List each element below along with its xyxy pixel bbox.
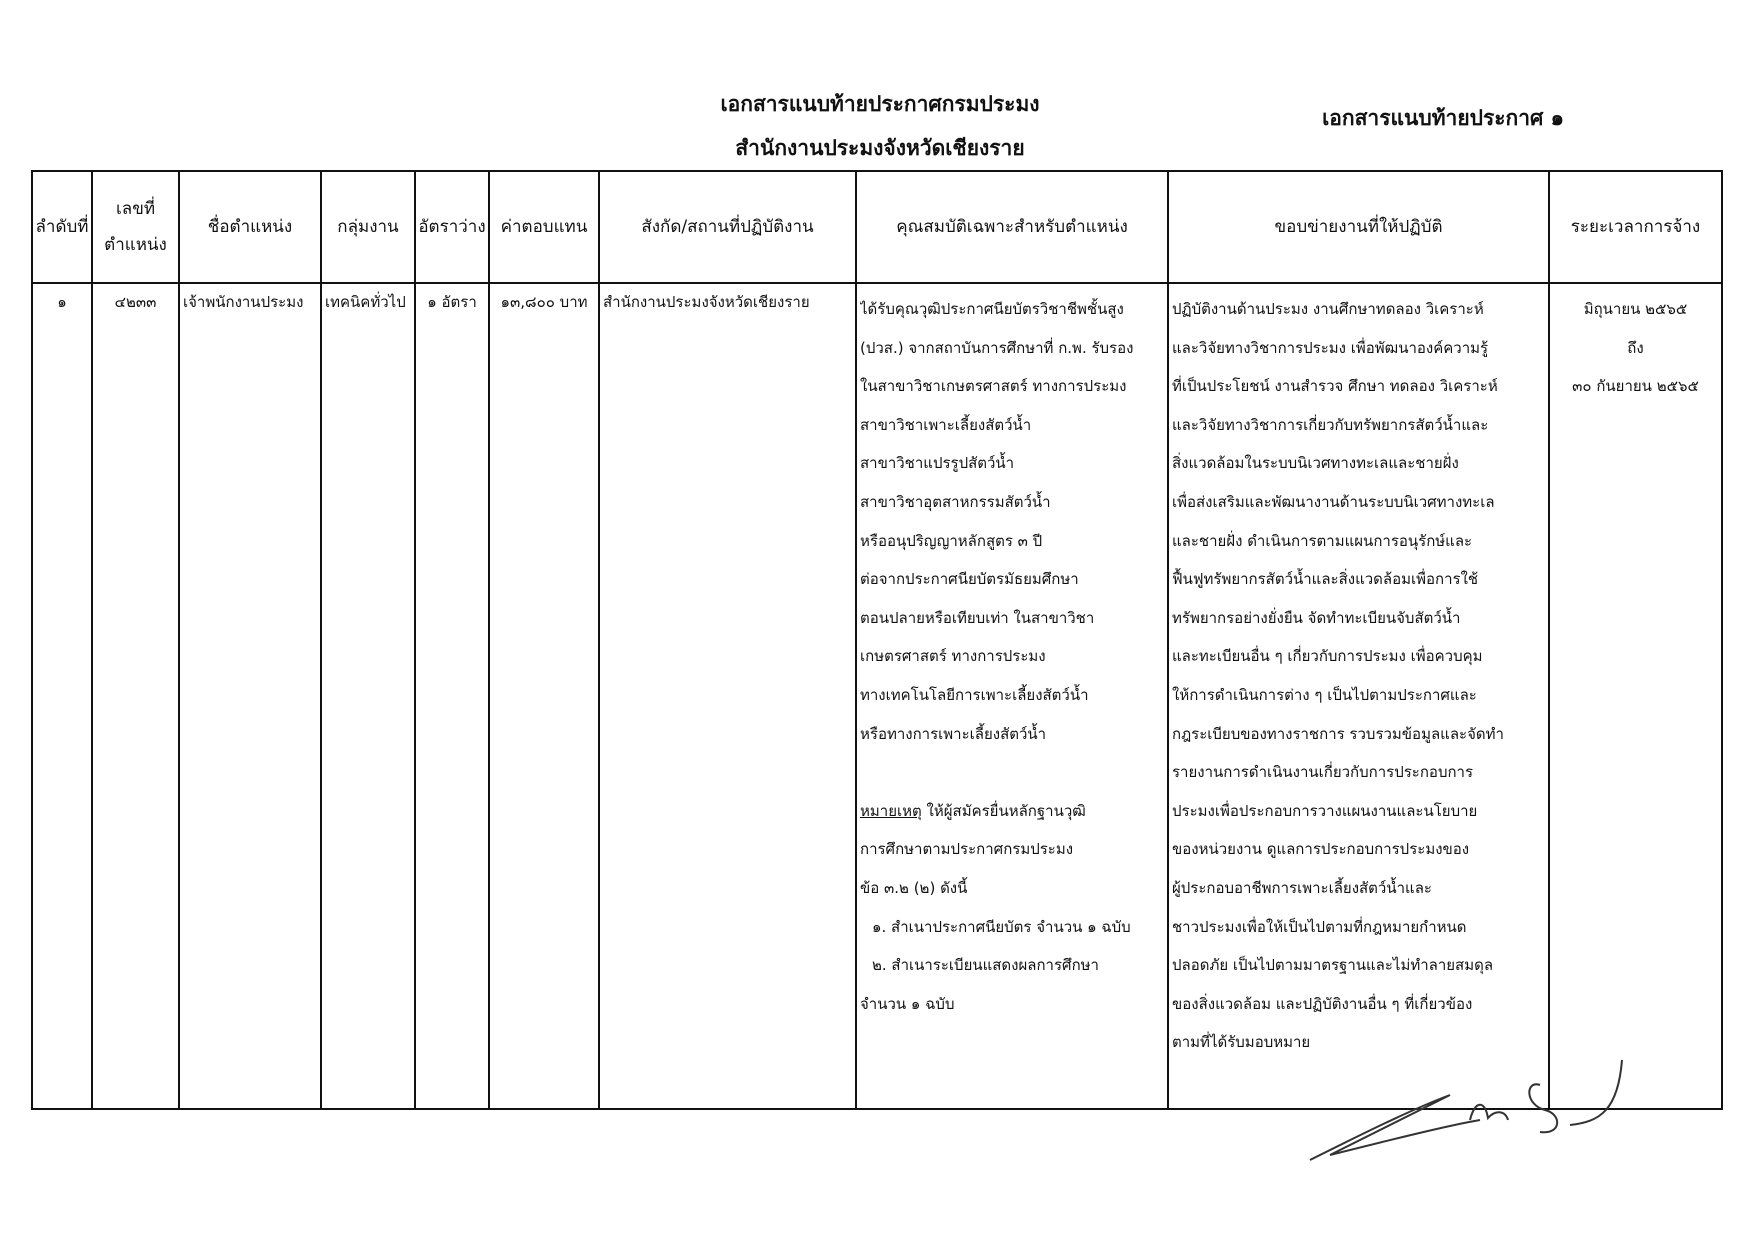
note-line: ข้อ ๓.๒ (๒) ดังนี้ — [860, 878, 968, 897]
signature-image — [1300, 1040, 1630, 1170]
scope-line: เพื่อส่งเสริมและพัฒนางานด้านระบบนิเวศทางทะเล — [1172, 492, 1495, 511]
qualification-line: หรือทางการเพาะเลี้ยงสัตว์น้ำ — [860, 724, 1047, 743]
employment-period-text — [1553, 290, 1718, 406]
col-header-position-number-line1: เลขที่ — [115, 199, 156, 219]
note-line: การศึกษาตามประกาศกรมประมง — [860, 840, 1074, 859]
document-subtitle: สำนักงานประมงจังหวัดเชียงราย — [735, 136, 1025, 160]
cell-workplace — [599, 283, 856, 1109]
workplace-value: สำนักงานประมงจังหวัดเชียงราย — [603, 293, 810, 311]
note-item: ๒. สำเนาระเบียนแสดงผลการศึกษา — [872, 956, 1099, 975]
scope-line: ประมงเพื่อประกอบการวางแผนงานและนโยบาย — [1172, 801, 1478, 820]
period-to: ถึง — [1627, 338, 1644, 357]
cell-order — [32, 283, 92, 1109]
scope-line: ของหน่วยงาน ดูแลการประกอบการประมงของ — [1172, 840, 1470, 859]
qualification-line: ต่อจากประกาศนียบัตรมัธยมศึกษา — [860, 570, 1079, 589]
qualifications-text — [860, 290, 1164, 1023]
order-value: ๑ — [57, 293, 67, 311]
scope-line: กฎระเบียบของทางราชการ รวบรวมข้อมูลและจัดทำ — [1172, 724, 1504, 743]
col-header-workplace: สังกัด/สถานที่ปฏิบัติงาน — [599, 171, 856, 283]
vacancy-value: ๑ อัตรา — [427, 293, 477, 311]
cell-position-name — [179, 283, 321, 1109]
position-name-value: เจ้าพนักงานประมง — [183, 293, 304, 311]
table-row — [32, 283, 1722, 1109]
col-header-vacancy: อัตราว่าง — [415, 171, 489, 283]
col-header-employment-period: ระยะเวลาการจ้าง — [1549, 171, 1722, 283]
col-header-order: ลำดับที่ — [32, 171, 92, 283]
work-group-value: เทคนิคทั่วไป — [325, 293, 406, 311]
note-line — [860, 792, 1164, 831]
qualification-line: (ปวส.) จากสถาบันการศึกษาที่ ก.พ. รับรอง — [860, 338, 1134, 357]
scope-line: และชายฝั่ง ดำเนินการตามแผนการอนุรักษ์และ — [1172, 531, 1473, 550]
scope-line: ของสิ่งแวดล้อม และปฏิบัติงานอื่น ๆ ที่เกี่ยวข้อง — [1172, 994, 1473, 1013]
position-number-value: ๔๒๓๓ — [114, 293, 157, 311]
qualification-line: สาขาวิชาแปรรูปสัตว์น้ำ — [860, 454, 1015, 473]
cell-qualifications — [856, 283, 1168, 1109]
scope-line: ผู้ประกอบอาชีพการเพาะเลี้ยงสัตว์น้ำและ — [1172, 878, 1432, 897]
scope-line: ทรัพยากรอย่างยั่งยืน จัดทำทะเบียนจับสัตว์น้ำ — [1172, 608, 1461, 627]
document-title: เอกสารแนบท้ายประกาศกรมประมง — [720, 92, 1040, 116]
compensation-value: ๑๓,๘๐๐ บาท — [500, 293, 588, 311]
col-header-compensation: ค่าตอบแทน — [489, 171, 599, 283]
annex-label: เอกสารแนบท้ายประกาศ ๑ — [1322, 106, 1564, 130]
qualification-line: สาขาวิชาอุตสาหกรรมสัตว์น้ำ — [860, 492, 1051, 511]
qualification-line: หรืออนุปริญญาหลักสูตร ๓ ปี — [860, 531, 1043, 550]
note-item: ๑. สำเนาประกาศนียบัตร จำนวน ๑ ฉบับ — [872, 917, 1131, 936]
cell-scope-of-work — [1168, 283, 1549, 1109]
qualification-line: สาขาวิชาเพาะเลี้ยงสัตว์น้ำ — [860, 415, 1032, 434]
cell-compensation — [489, 283, 599, 1109]
col-header-position-name: ชื่อตำแหน่ง — [179, 171, 321, 283]
scope-line: และวิจัยทางวิชาการเกี่ยวกับทรัพยากรสัตว์น้ำและ — [1172, 415, 1489, 434]
period-end: ๓๐ กันยายน ๒๕๖๕ — [1572, 377, 1699, 396]
table-header-row — [32, 171, 1722, 283]
col-header-position-number — [92, 171, 179, 283]
scope-line: ที่เป็นประโยชน์ งานสำรวจ ศึกษา ทดลอง วิเคราะห์ — [1172, 377, 1498, 396]
scope-line: ตามที่ได้รับมอบหมาย — [1172, 1033, 1311, 1052]
scope-line: และทะเบียนอื่น ๆ เกี่ยวกับการประมง เพื่อควบคุม — [1172, 647, 1483, 666]
scope-line: ปลอดภัย เป็นไปตามมาตรฐานและไม่ทำลายสมดุล — [1172, 956, 1494, 975]
period-start: มิถุนายน ๒๕๖๕ — [1583, 300, 1688, 318]
cell-work-group — [321, 283, 415, 1109]
scope-line: ให้การดำเนินการต่าง ๆ เป็นไปตามประกาศและ — [1172, 685, 1477, 704]
qualification-line: ได้รับคุณวุฒิประกาศนียบัตรวิชาชีพชั้นสูง — [860, 300, 1124, 318]
qualification-line: ทางเทคโนโลยีการเพาะเลี้ยงสัตว์น้ำ — [860, 685, 1089, 704]
cell-employment-period — [1549, 283, 1722, 1109]
scope-line: ฟื้นฟูทรัพยากรสัตว์น้ำและสิ่งแวดล้อมเพื่อการใช้ — [1172, 570, 1479, 589]
col-header-position-number-line2: ตำแหน่ง — [104, 235, 167, 255]
col-header-work-group: กลุ่มงาน — [321, 171, 415, 283]
note-line: จำนวน ๑ ฉบับ — [860, 994, 955, 1013]
scope-line: ชาวประมงเพื่อให้เป็นไปตามที่กฎหมายกำหนด — [1172, 917, 1467, 936]
blank-line — [860, 753, 1164, 792]
scope-line: ปฏิบัติงานด้านประมง งานศึกษาทดลอง วิเคราะห์ — [1172, 300, 1484, 318]
note-first-line: ให้ผู้สมัครยื่นหลักฐานวุฒิ — [926, 801, 1086, 820]
scope-line: สิ่งแวดล้อมในระบบนิเวศทางทะเลและชายฝั่ง — [1172, 454, 1459, 473]
col-header-scope-of-work: ขอบข่ายงานที่ให้ปฏิบัติ — [1168, 171, 1549, 283]
note-label: หมายเหตุ — [860, 801, 922, 820]
scope-line: รายงานการดำเนินงานเกี่ยวกับการประกอบการ — [1172, 763, 1474, 782]
scope-of-work-text — [1172, 290, 1545, 1062]
cell-vacancy — [415, 283, 489, 1109]
qualification-line: ตอนปลายหรือเทียบเท่า ในสาขาวิชา — [860, 608, 1095, 627]
scope-line: และวิจัยทางวิชาการประมง เพื่อพัฒนาองค์ความรู้ — [1172, 338, 1489, 357]
qualification-line: เกษตรศาสตร์ ทางการประมง — [860, 647, 1046, 666]
qualification-line: ในสาขาวิชาเกษตรศาสตร์ ทางการประมง — [860, 377, 1127, 396]
col-header-qualifications: คุณสมบัติเฉพาะสำหรับตำแหน่ง — [856, 171, 1168, 283]
cell-position-number — [92, 283, 179, 1109]
position-table — [31, 170, 1723, 1110]
